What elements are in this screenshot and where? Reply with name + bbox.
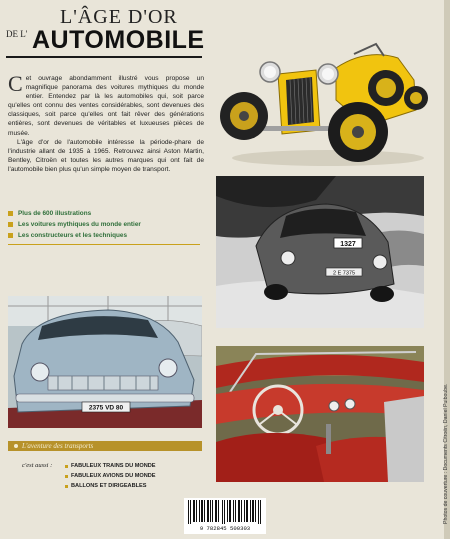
cadillac-license-plate: 2375 VD 80 (88, 404, 124, 412)
bullet-icon (14, 444, 18, 448)
highlight-text: Les constructeurs et les techniques (18, 232, 128, 239)
square-bullet-icon (8, 233, 13, 238)
highlight-item (8, 230, 204, 241)
intro-text (8, 71, 204, 174)
photo-convertible-interior (216, 346, 424, 482)
collection-intro: c'est aussi : (22, 462, 53, 469)
collection-item (65, 471, 156, 481)
yellow-racecar-illustration (216, 40, 430, 168)
collection-item (65, 461, 156, 471)
photo-blue-cadillac (8, 296, 202, 428)
photo-yellow-racecar (216, 40, 430, 168)
square-bullet-icon (8, 222, 13, 227)
title-de: DE L' (6, 29, 28, 39)
title-automobile: AUTOMOBILE (32, 26, 205, 54)
photo-credit: Photos de couverture : Documents Citroën, Daniel Puiboube. (443, 383, 449, 524)
highlights-list (8, 208, 204, 241)
highlight-item (8, 208, 204, 219)
collection-item-text: FABULEUX AVIONS DU MONDE (71, 473, 156, 479)
highlight-text: Plus de 600 illustrations (18, 210, 92, 217)
intro-paragraph-2: L'âge d'or de l'automobile intéresse la période-phare de l'industrie allant de 1935 à 1965. Retrouvez ainsi Aston Martin, Bentley, Citroën et toutes les autres marques qui ont fait de l'automobile bien plus qu'un simple moyen de transport. (8, 138, 204, 173)
square-bullet-icon (65, 465, 68, 468)
photo-rally-car-snow (216, 176, 424, 328)
collection-list (65, 461, 156, 491)
collection-banner (8, 441, 202, 451)
collection-item-text: FABULEUX TRAINS DU MONDE (71, 463, 156, 469)
highlight-text: Les voitures mythiques du monde entier (18, 221, 141, 228)
intro-paragraph-1-text: et ouvrage abondamment illustré vous propose un magnifique panorama des voitures mythiques du monde entier. Entendez par là les automobiles qui, soit parce qu'elles ont connu des ventes considérables, sont devenues des classiques, soit parce qu'elles ont fait rêver des générations entières, sont devenues de véritables et luxueuses pièces de musée. (8, 75, 204, 137)
square-bullet-icon (65, 485, 68, 488)
title-age-dor: L'ÂGE D'OR (60, 6, 178, 28)
rally-car-illustration (216, 176, 424, 328)
title-underline (6, 56, 202, 58)
intro-paragraph-1 (8, 71, 204, 138)
convertible-illustration (216, 346, 424, 482)
highlight-item (8, 219, 204, 230)
isbn-barcode (184, 498, 266, 534)
collection-item-text: BALLONS ET DIRIGEABLES (71, 483, 147, 489)
drop-cap: C (8, 71, 23, 96)
square-bullet-icon (8, 211, 13, 216)
highlights-rule (8, 244, 200, 245)
rally-number-plate: 1327 (340, 241, 356, 248)
barcode-icon (184, 498, 266, 526)
collection-item (65, 481, 156, 491)
isbn-number: 9 782845 500303 (199, 525, 251, 532)
rally-registration-plate: 2 E 7375 (332, 270, 356, 277)
cadillac-illustration (8, 296, 202, 428)
square-bullet-icon (65, 475, 68, 478)
collection-name: L'aventure des transports (22, 442, 94, 450)
